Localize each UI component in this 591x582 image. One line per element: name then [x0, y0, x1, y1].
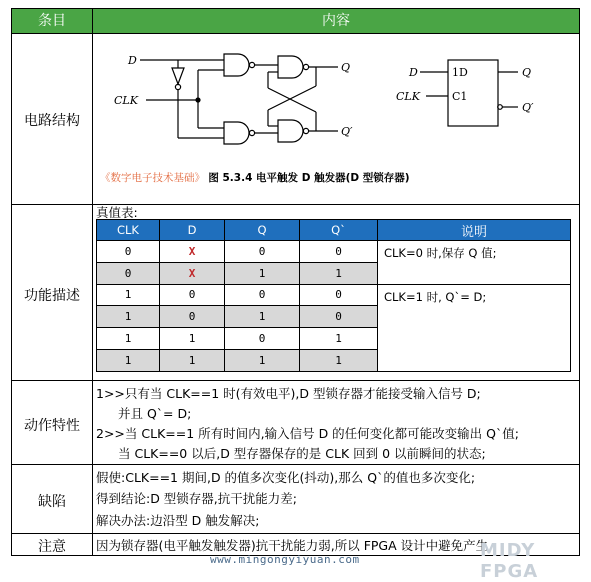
function-section-label: 功能描述: [24, 288, 80, 304]
caption-figure: 图 5.3.4 电平触发 D 触发器(D 型锁存器): [208, 172, 410, 184]
symbol-1d-label: 1D: [452, 66, 468, 79]
symbol-clk-label: CLK: [396, 90, 420, 103]
logo-text: MIDY FPGA: [480, 540, 539, 582]
note-cell: CLK=0 时,保存 Q 值;: [378, 241, 571, 285]
figure-caption: [100, 170, 410, 185]
column-header: Q: [225, 220, 300, 241]
table-cell: 1: [97, 306, 160, 328]
table-row: [97, 241, 571, 263]
column-header: 说明: [378, 220, 571, 241]
symbol-q-label: Q: [522, 66, 532, 79]
table-cell: 0: [225, 328, 300, 350]
header-content-column: [93, 9, 579, 33]
table-cell: 0: [225, 241, 300, 263]
table-cell: X: [160, 241, 225, 263]
table-cell: 1: [300, 262, 378, 284]
action-section-label: 动作特性: [24, 418, 80, 434]
circuit-structure: [90, 40, 568, 195]
row-divider: [12, 33, 579, 34]
table-cell: 1: [97, 284, 160, 306]
action-line: 并且 Q`= D;: [118, 406, 192, 421]
defect-line: 得到结论:D 型锁存器,抗干扰能力差;: [96, 491, 297, 506]
symbol-d-label: D: [409, 66, 418, 79]
note-cell: CLK=1 时, Q`= D;: [378, 284, 571, 371]
clk-input-label: CLK: [114, 94, 138, 107]
table-cell: 1: [300, 328, 378, 350]
header-item-column: [12, 9, 92, 33]
header-item-label: 条目: [38, 13, 66, 29]
q-output-label: Q: [341, 61, 351, 74]
truth-table-header: [97, 220, 571, 241]
qbar-output-label: Q′: [341, 125, 353, 138]
defect-line: 假使:CLK==1 期间,D 的值多次变化(抖动),那么 Q`的值也多次变化;: [96, 470, 476, 485]
table-cell: 1: [160, 328, 225, 350]
circuit-section-label: 电路结构: [24, 113, 80, 129]
column-header: CLK: [97, 220, 160, 241]
action-line: 1>>只有当 CLK==1 时(有效电平),D 型锁存器才能接受输入信号 D;: [96, 386, 481, 401]
table-cell: 1: [225, 349, 300, 371]
table-cell: 0: [160, 284, 225, 306]
truth-table: [96, 219, 571, 372]
table-cell: 0: [300, 241, 378, 263]
row-divider: [12, 464, 579, 465]
table-row: [97, 284, 571, 306]
table-cell: 0: [97, 262, 160, 284]
latch-circuit-diagram: [90, 40, 568, 165]
watermark-text: www.mingongyiyuan.com: [210, 553, 360, 566]
table-cell: 1: [300, 349, 378, 371]
column-header: Q`: [300, 220, 378, 241]
action-line: 2>>当 CLK==1 所有时间内,输入信号 D 的任何变化都可能改变输出 Q`值;: [96, 426, 519, 441]
row-divider: [12, 533, 579, 534]
table-cell: 1: [97, 328, 160, 350]
symbol-c1-label: C1: [452, 90, 468, 103]
d-input-label: D: [128, 54, 137, 67]
defect-line: 解决办法:边沿型 D 触发解决;: [96, 513, 260, 528]
row-divider: [12, 380, 579, 381]
table-cell: 1: [97, 349, 160, 371]
table-cell: 0: [300, 306, 378, 328]
table-cell: 0: [225, 284, 300, 306]
table-cell: 1: [160, 349, 225, 371]
table-cell: X: [160, 262, 225, 284]
symbol-qbar-label: Q′: [522, 101, 534, 114]
table-cell: 0: [300, 284, 378, 306]
table-cell: 1: [225, 262, 300, 284]
defect-section-label: 缺陷: [38, 494, 66, 510]
note-section-label: 注意: [38, 539, 66, 555]
header-content-label: 内容: [322, 13, 350, 29]
table-cell: 0: [160, 306, 225, 328]
column-header: D: [160, 220, 225, 241]
caption-source: 《数字电子技术基础》: [100, 172, 205, 184]
note-text: 因为锁存器(电平触发触发器)抗干扰能力弱,所以 FPGA 设计中避免产生: [96, 538, 489, 553]
action-line: 当 CLK==0 以后,D 型存器保存的是 CLK 回到 0 以前瞬间的状态;: [118, 446, 486, 461]
table-cell: 1: [225, 306, 300, 328]
truth-table-title: 真值表:: [96, 205, 138, 220]
table-cell: 0: [97, 241, 160, 263]
